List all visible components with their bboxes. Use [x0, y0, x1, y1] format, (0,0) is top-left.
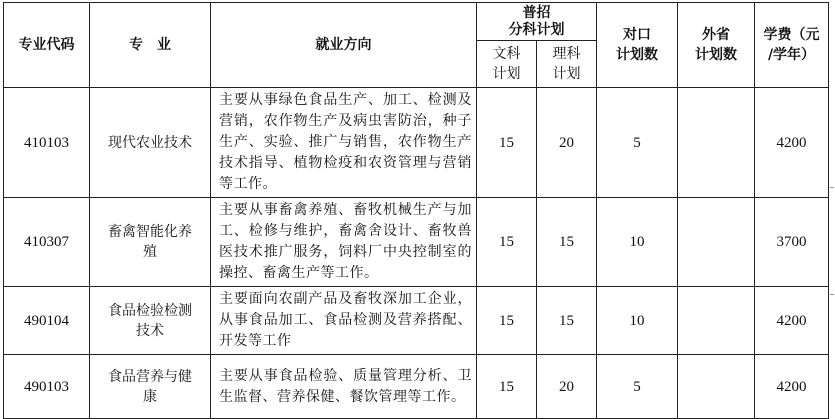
header-tuition: 学费（元 /学年）: [755, 3, 829, 88]
cell-tuition: 4200: [755, 287, 829, 355]
cell-major: 畜禽智能化养殖: [90, 198, 211, 287]
cell-arts: 15: [477, 88, 537, 198]
cell-tuition: 4200: [755, 355, 829, 419]
cell-out-of-province: [678, 88, 755, 198]
table-row: [4, 88, 829, 198]
cell-arts: 15: [477, 198, 537, 287]
header-row-1: [4, 3, 829, 41]
header-arts: 文科 计划: [477, 41, 537, 88]
cell-out-of-province: [678, 287, 755, 355]
cell-science: 20: [537, 88, 597, 198]
edge-mark: [830, 187, 834, 188]
cell-arts: 15: [477, 287, 537, 355]
table-row: [4, 198, 829, 287]
edge-mark: [830, 294, 834, 295]
cell-direction: 主要从事食品检验、质量管理分析、卫生监督、营养保健、餐饮管理等工作。: [211, 355, 477, 419]
header-direction: 就业方向: [211, 3, 477, 88]
cell-counterpart: 10: [597, 198, 678, 287]
cell-arts: 15: [477, 355, 537, 419]
cell-tuition: 4200: [755, 88, 829, 198]
cell-out-of-province: [678, 198, 755, 287]
header-general-plan: 普招 分科计划: [477, 3, 597, 41]
table-row: [4, 355, 829, 419]
header-major: 专 业: [90, 3, 211, 88]
header-science: 理科 计划: [537, 41, 597, 88]
cell-code: 490104: [4, 287, 90, 355]
cell-tuition: 3700: [755, 198, 829, 287]
cell-counterpart: 5: [597, 88, 678, 198]
cell-major: 食品检验检测技术: [90, 287, 211, 355]
cell-code: 410307: [4, 198, 90, 287]
cell-direction: 主要从事畜禽养殖、畜牧机械生产与加工、检修与维护，畜禽舍设计、畜牧兽医技术推广服务，饲料厂中央控制室的操控、畜禽生产等工作。: [211, 198, 477, 287]
cell-code: 410103: [4, 88, 90, 198]
cell-science: 15: [537, 287, 597, 355]
cell-major: 现代农业技术: [90, 88, 211, 198]
cell-direction: 主要从事绿色食品生产、加工、检测及营销，农作物生产及病虫害防治，种子生产、实验、推广与销售，农作物生产技术指导、植物检疫和农资管理与营销等工作。: [211, 88, 477, 198]
cell-science: 15: [537, 198, 597, 287]
cell-counterpart: 5: [597, 355, 678, 419]
table-row: [4, 287, 829, 355]
cell-major: 食品营养与健康: [90, 355, 211, 419]
header-code: 专业代码: [4, 3, 90, 88]
header-out-of-province: 外省 计划数: [678, 3, 755, 88]
header-counterpart: 对口 计划数: [597, 3, 678, 88]
cell-code: 490103: [4, 355, 90, 419]
cell-direction: 主要面向农副产品及畜牧深加工企业，从事食品加工、食品检测及营养搭配、开发等工作: [211, 287, 477, 355]
cell-counterpart: 10: [597, 287, 678, 355]
cell-out-of-province: [678, 355, 755, 419]
cell-science: 20: [537, 355, 597, 419]
enrollment-plan-table: [3, 2, 829, 419]
